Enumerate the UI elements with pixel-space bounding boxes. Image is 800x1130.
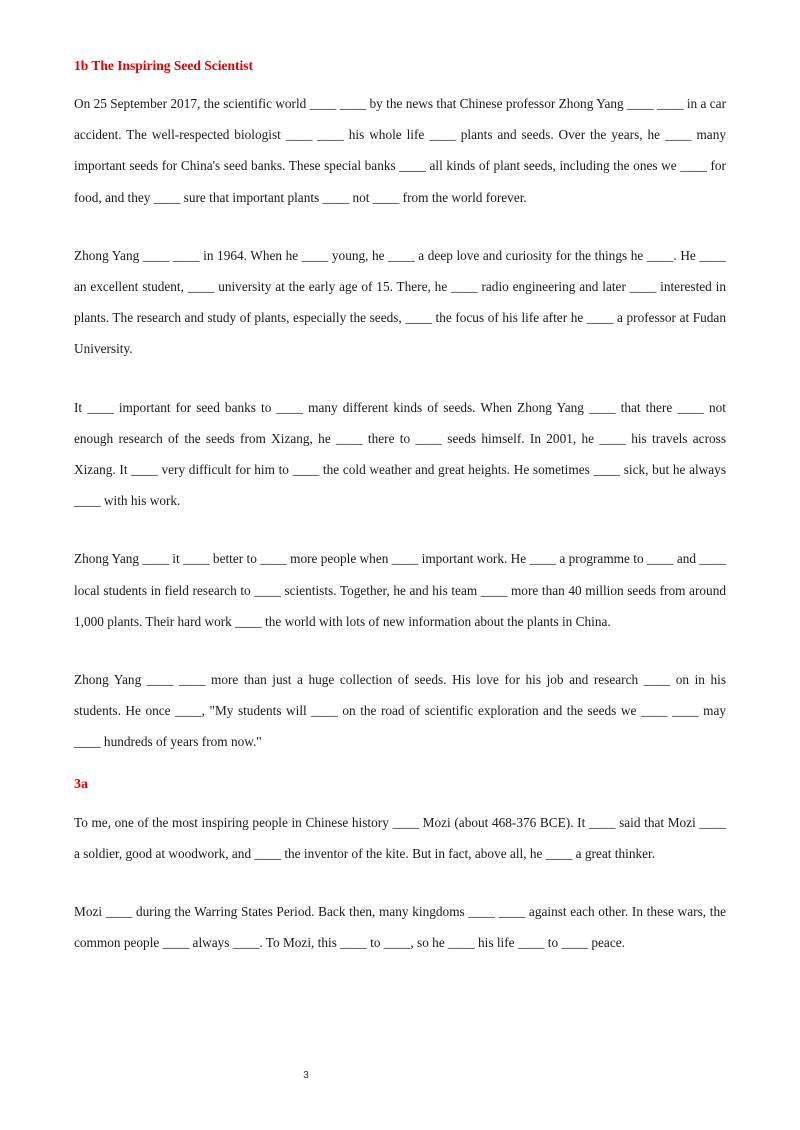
section-1b-heading: 1b The Inspiring Seed Scientist: [74, 58, 254, 73]
section-1b-paragraph-3: It ____ important for seed banks to ____ many different kinds of seeds. When Zhong Yang ____ that there ____ not enough research of the seeds from Xizang, he ____ there to ____ seeds himself. In 2001, he ____ his travels across Xizang. It ____ very difficult for him to ____ the cold weather and great heights. He sometimes ____ sick, but he always ____ with his work.: [74, 399, 726, 509]
paragraph-spacer: [74, 365, 726, 392]
section-spacer: [74, 758, 726, 775]
paragraph-spacer: [74, 516, 726, 543]
paragraph-spacer: [74, 213, 726, 240]
section-1b-paragraph-2: Zhong Yang ____ ____ in 1964. When he ____ young, he ____ a deep love and curiosity for the things he ____. He ____ an excellent student, ____ university at the early age of 15. There, he ____ radio engineering and later ____ interested in plants. The research and study of plants, especially the seeds, ____ the focus of his life after he ____ a professor at Fudan University.: [74, 247, 726, 357]
paragraph-spacer: [74, 637, 726, 664]
section-3a-heading: 3a: [74, 776, 88, 792]
section-1b-paragraph-5: Zhong Yang ____ ____ more than just a huge collection of seeds. His love for his job and research ____ on in his students. He once ____, "My students will ____ on the road of scientific exploration and the seeds we ____ ____ may ____ hundreds of years from now.": [74, 672, 726, 750]
section-1b-paragraph-1: On 25 September 2017, the scientific world ____ ____ by the news that Chinese professor Zhong Yang ____ ____ in a car accident. The well-respected biologist ____ ____ his whole life ____ plants and seeds. Over the years, he ____ many important seeds for China's seed banks. These special banks ____ all kinds of plant seeds, including the ones we ____ for food, and they ____ sure that important plants ____ not ____ from the world forever.: [74, 96, 726, 205]
section-3a-paragraph-1: To me, one of the most inspiring people in Chinese history ____ Mozi (about 468-376 BCE). It ____ said that Mozi ____ a soldier, good at woodwork, and ____ the inventor of the kite. But in fact, above all, he ____ a great thinker.: [74, 814, 726, 861]
document-page: [74, 56, 726, 958]
section-1b-paragraph-4: Zhong Yang ____ it ____ better to ____ more people when ____ important work. He ____ a programme to ____ and ____ local students in field research to ____ scientists. Together, he and his team ____ more than 40 million seeds from around 1,000 plants. Their hard work ____ the world with lots of new information about the plants in China.: [74, 551, 726, 629]
paragraph-spacer: [74, 869, 726, 896]
section-3a-paragraph-2: Mozi ____ during the Warring States Period. Back then, many kingdoms ____ ____ against each other. In these wars, the common people ____ always ____. To Mozi, this ____ to ____, so he ____ his life ____ to ____ peace.: [74, 904, 726, 951]
page-number: 3: [303, 1070, 309, 1081]
